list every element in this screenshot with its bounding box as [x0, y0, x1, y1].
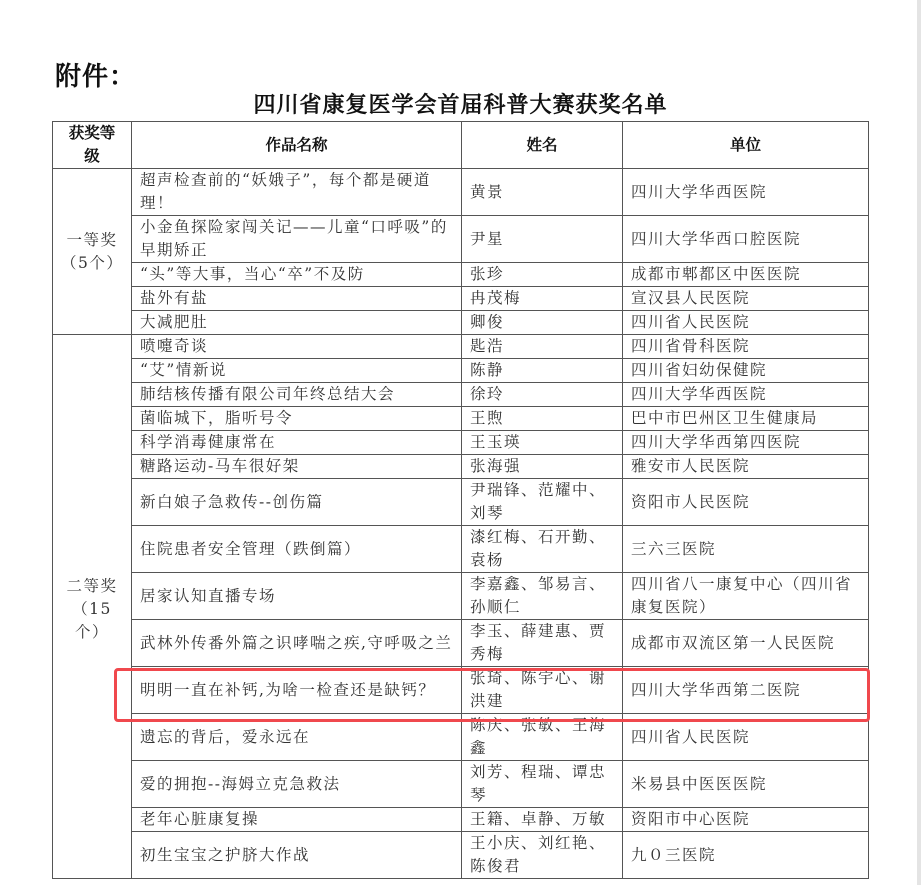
header-work: 作品名称: [132, 122, 462, 169]
work-title: 新白娘子急救传--创伤篇: [132, 479, 462, 526]
work-title: 爱的拥抱--海姆立克急救法: [132, 761, 462, 808]
author-name: 卿俊: [462, 311, 623, 335]
work-title: 肺结核传播有限公司年终总结大会: [132, 383, 462, 407]
work-title: 喷嚏奇谈: [132, 335, 462, 359]
table-row: [53, 526, 869, 573]
table-row: [53, 311, 869, 335]
table-row: [53, 479, 869, 526]
work-title: 武林外传番外篇之识哮喘之疾,守呼吸之兰: [132, 620, 462, 667]
unit-name: 四川省妇幼保健院: [623, 359, 869, 383]
author-name: 黄景: [462, 169, 623, 216]
work-title: 明明一直在补钙,为啥一检查还是缺钙？: [132, 667, 462, 714]
table-row: [53, 808, 869, 832]
work-title: 糖路运动-马车很好架: [132, 455, 462, 479]
work-title: 初生宝宝之护脐大作战: [132, 832, 462, 879]
author-name: 陈庆、张敏、王海鑫: [462, 714, 623, 761]
table-row: [53, 620, 869, 667]
unit-name: 四川大学华西医院: [623, 169, 869, 216]
work-title: 小金鱼探险家闯关记——儿童“口呼吸”的早期矫正: [132, 216, 462, 263]
unit-name: 成都市郫都区中医医院: [623, 263, 869, 287]
author-name: 张珍: [462, 263, 623, 287]
work-title: 盐外有盐: [132, 287, 462, 311]
author-name: 尹瑞锋、范耀中、刘琴: [462, 479, 623, 526]
table-row: [53, 407, 869, 431]
vertical-scrollbar[interactable]: [917, 0, 921, 885]
work-title: 住院患者安全管理（跌倒篇）: [132, 526, 462, 573]
work-title: “头”等大事，当心“卒”不及防: [132, 263, 462, 287]
header-unit: 单位: [623, 122, 869, 169]
author-name: 王籍、卓静、万敏: [462, 808, 623, 832]
author-name: 尹星: [462, 216, 623, 263]
unit-name: 四川省骨科医院: [623, 335, 869, 359]
table-row: [53, 169, 869, 216]
table-row: [53, 431, 869, 455]
table-row: [53, 359, 869, 383]
unit-name: 四川省人民医院: [623, 311, 869, 335]
unit-name: 三六三医院: [623, 526, 869, 573]
author-name: 漆红梅、石开勤、袁杨: [462, 526, 623, 573]
unit-name: 四川大学华西医院: [623, 383, 869, 407]
work-title: 大减肥肚: [132, 311, 462, 335]
unit-name: 宣汉县人民医院: [623, 287, 869, 311]
attachment-label: 附件：: [55, 62, 137, 92]
author-name: 徐玲: [462, 383, 623, 407]
unit-name: 资阳市人民医院: [623, 479, 869, 526]
author-name: 张海强: [462, 455, 623, 479]
header-level: 获奖等级: [53, 122, 132, 169]
unit-name: 四川大学华西第二医院: [623, 667, 869, 714]
author-name: 王煦: [462, 407, 623, 431]
unit-name: 雅安市人民医院: [623, 455, 869, 479]
document-title: 四川省康复医学会首届科普大赛获奖名单: [253, 93, 668, 118]
table-row: [53, 216, 869, 263]
author-name: 张琦、陈宇心、谢洪建: [462, 667, 623, 714]
work-title: “艾”情新说: [132, 359, 462, 383]
table-row-highlighted: [53, 667, 869, 714]
author-name: 王小庆、刘红艳、陈俊君: [462, 832, 623, 879]
author-name: 李嘉鑫、邹易言、孙顺仁: [462, 573, 623, 620]
unit-name: 成都市双流区第一人民医院: [623, 620, 869, 667]
award-level-first: 一等奖（5个）: [53, 169, 132, 335]
table-row: [53, 263, 869, 287]
unit-name: 九０三医院: [623, 832, 869, 879]
table-row: [53, 573, 869, 620]
work-title: 超声检查前的“妖娥子”，每个都是硬道理！: [132, 169, 462, 216]
work-title: 菌临城下，脂听号令: [132, 407, 462, 431]
author-name: 刘芳、程瑞、谭忠琴: [462, 761, 623, 808]
unit-name: 资阳市中心医院: [623, 808, 869, 832]
work-title: 遗忘的背后，爱永远在: [132, 714, 462, 761]
award-level-second: 二等奖（15个）: [53, 335, 132, 879]
unit-name: 巴中市巴州区卫生健康局: [623, 407, 869, 431]
unit-name: 四川大学华西口腔医院: [623, 216, 869, 263]
unit-name: 四川大学华西第四医院: [623, 431, 869, 455]
award-table: [52, 121, 869, 879]
work-title: 居家认知直播专场: [132, 573, 462, 620]
table-row: [53, 383, 869, 407]
table-row: [53, 455, 869, 479]
header-name: 姓名: [462, 122, 623, 169]
table-row: [53, 287, 869, 311]
work-title: 科学消毒健康常在: [132, 431, 462, 455]
unit-name: 四川省八一康复中心（四川省康复医院）: [623, 573, 869, 620]
table-row: [53, 335, 869, 359]
work-title: 老年心脏康复操: [132, 808, 462, 832]
author-name: 王玉瑛: [462, 431, 623, 455]
author-name: 匙浩: [462, 335, 623, 359]
author-name: 李玉、薛建惠、贾秀梅: [462, 620, 623, 667]
table-row: [53, 832, 869, 879]
table-header-row: [53, 122, 869, 169]
table-row: [53, 761, 869, 808]
unit-name: 四川省人民医院: [623, 714, 869, 761]
unit-name: 米易县中医医医院: [623, 761, 869, 808]
author-name: 冉茂梅: [462, 287, 623, 311]
author-name: 陈静: [462, 359, 623, 383]
table-row: [53, 714, 869, 761]
